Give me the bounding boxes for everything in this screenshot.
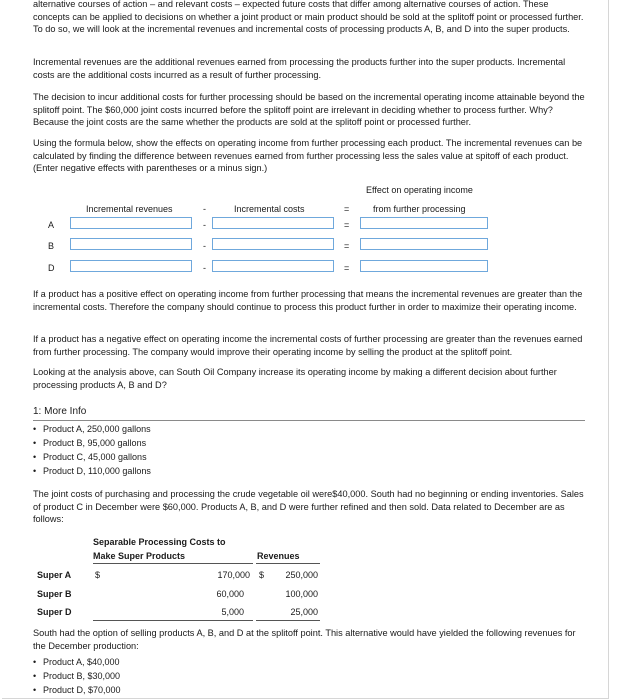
table-cell-cost: 60,000 [216, 589, 244, 599]
table-cell-cost: 170,000 [217, 570, 250, 580]
list-item: • Product A, 250,000 gallons [33, 424, 151, 434]
negative-effect-paragraph: If a product has a negative effect on operating income the incremental costs of further processing are greater than the revenues earned from further processing. The company would improve their operating income by selling the product at the splitoff point. [33, 334, 583, 357]
row-b-costs-input[interactable] [212, 238, 334, 250]
underline [256, 563, 320, 564]
currency-symbol: $ [95, 570, 101, 580]
row-d-effect-input[interactable] [360, 260, 488, 272]
list-item: • Product B, $30,000 [33, 671, 121, 681]
list-item: • Product D, $70,000 [33, 685, 121, 695]
more-info-title: 1: More Info [33, 406, 87, 417]
table-row-label: Super D [37, 607, 72, 617]
underline [256, 620, 320, 621]
table-row-label: Super A [37, 570, 72, 580]
row-label-d: D [48, 263, 55, 273]
table-cell-revenue: 100,000 [285, 589, 318, 599]
row-b-effect-input[interactable] [360, 238, 488, 250]
row-a-costs-input[interactable] [212, 217, 334, 229]
incremental-definition-paragraph: Incremental revenues are the additional revenues earned from processing the products further into the super products. Incremental costs are the additional costs incurred as a result of further processing. [33, 57, 566, 80]
decision-paragraph: The decision to incur additional costs for further processing should be based on the incremental operating income attainable beyond the splitoff point. The $60,000 joint costs incurred before the splitoff point are irrelevant in deciding whether to process further. Why? Because the joint costs are the same whether the products are sold at the splitoff point or processed further. [33, 92, 585, 127]
currency-symbol: $ [259, 570, 265, 580]
equals-sign: = [344, 204, 350, 214]
effect-header-line2: from further processing [373, 204, 466, 214]
table-cell-revenue: 25,000 [290, 607, 318, 617]
joint-costs-paragraph: The joint costs of purchasing and processing the crude vegetable oil were$40,000. South had no beginning or ending inventories. Sales of product C in December were $60,000. Products A, B, and D were further refined and then sold. Data related to December are as follows: [33, 489, 584, 524]
row-label-a: A [48, 220, 55, 230]
table-header-revenues: Revenues [257, 551, 300, 561]
minus-sign: - [203, 204, 206, 214]
equals-sign: = [344, 263, 350, 273]
divider [33, 420, 585, 421]
incremental-revenues-header: Incremental revenues [86, 204, 173, 214]
table-header-separable-1: Separable Processing Costs to [93, 537, 226, 547]
table-header-separable-2: Make Super Products [93, 551, 186, 561]
row-label-b: B [48, 241, 55, 251]
row-d-costs-input[interactable] [212, 260, 334, 272]
underline [93, 563, 253, 564]
minus-sign: - [203, 220, 206, 230]
question-paragraph: Looking at the analysis above, can South Oil Company increase its operating income by making a different decision about further processing products A, B and D? [33, 367, 557, 390]
positive-effect-paragraph: If a product has a positive effect on operating income from further processing that means the incremental revenues are greater than the incremental costs. Therefore the company should continue to process this product further in order to maximize their operating income. [33, 289, 583, 312]
table-cell-revenue: 250,000 [285, 570, 318, 580]
equals-sign: = [344, 241, 350, 251]
splitoff-paragraph: South had the option of selling products A, B, and D at the splitoff point. This alternative would have yielded the following revenues for the December production: [33, 628, 576, 651]
list-item: • Product D, 110,000 gallons [33, 466, 151, 476]
table-cell-cost: 5,000 [221, 607, 244, 617]
list-item: • Product B, 95,000 gallons [33, 438, 147, 448]
intro-paragraph: alternative courses of action – and relevant costs – expected future costs that differ among alternative courses of action. These concepts can be applied to decisions on whether a joint product or main product should be sold at the splitoff point or processed further. To do so, we will look at the incremental revenues and incremental costs of processing products A, B, and D into the super products. [33, 0, 584, 34]
underline [93, 620, 253, 621]
list-item: • Product A, $40,000 [33, 657, 120, 667]
row-d-revenues-input[interactable] [70, 260, 192, 272]
table-row-label: Super B [37, 589, 72, 599]
list-item: • Product C, 45,000 gallons [33, 452, 147, 462]
formula-paragraph: Using the formula below, show the effects on operating income from further processing each product. The incremental revenues can be calculated by finding the difference between revenues earned from further processing less the sales value at spitoff of each product. (Enter negative effects with parentheses or a minus sign.) [33, 138, 583, 173]
row-a-revenues-input[interactable] [70, 217, 192, 229]
incremental-costs-header: Incremental costs [234, 204, 305, 214]
minus-sign: - [203, 263, 206, 273]
equals-sign: = [344, 220, 350, 230]
effect-header-line1: Effect on operating income [366, 185, 473, 195]
minus-sign: - [203, 241, 206, 251]
row-a-effect-input[interactable] [360, 217, 488, 229]
row-b-revenues-input[interactable] [70, 238, 192, 250]
